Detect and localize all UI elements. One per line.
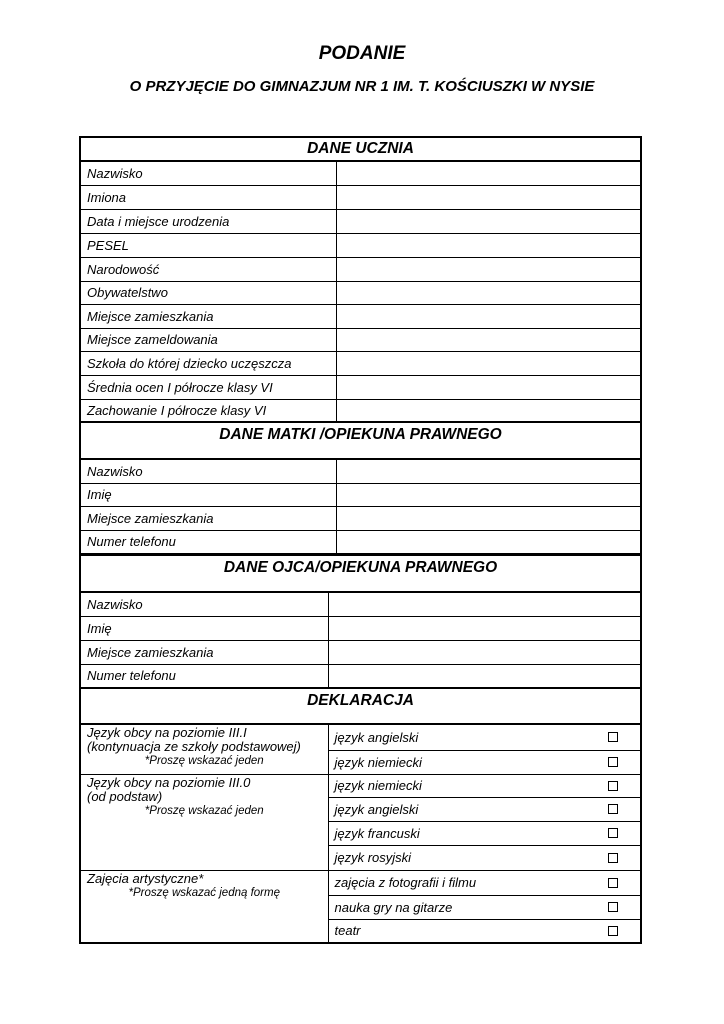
section-heading-student: DANE UCZNIA (80, 137, 641, 161)
group-note: *Proszę wskazać jeden (144, 804, 264, 817)
field-input-citizenship[interactable] (336, 281, 641, 304)
form-title: PODANIE (318, 43, 406, 64)
field-label: Średnia ocen I półrocze klasy VI (80, 375, 336, 399)
field-input-mother-phone[interactable] (336, 530, 641, 553)
field-input-grade-average[interactable] (336, 375, 641, 399)
field-label: Miejsce zamieszkania (80, 304, 336, 328)
group-label: (kontynuacja ze szkoły podstawowej) (87, 739, 301, 754)
field-label: Imiona (80, 185, 336, 209)
option-row[interactable] (328, 845, 641, 870)
field-input-residence[interactable] (336, 304, 641, 328)
option-label: język angielski (334, 801, 419, 817)
field-input-first-names[interactable] (336, 185, 641, 209)
section-heading-declaration: DEKLARACJA (80, 688, 641, 724)
field-label: Narodowość (80, 257, 336, 281)
group-note: *Proszę wskazać jedną formę (128, 886, 280, 899)
field-input-registration[interactable] (336, 328, 641, 351)
field-input-mother-surname[interactable] (336, 459, 641, 483)
field-label: Zachowanie I półrocze klasy VI (80, 399, 336, 422)
field-label: Numer telefonu (80, 664, 328, 688)
field-input-mother-name[interactable] (336, 483, 641, 506)
option-label: nauka gry na gitarze (334, 899, 453, 915)
option-label: język rosyjski (334, 850, 412, 865)
checkbox-icon[interactable] (608, 732, 618, 742)
field-input-father-residence[interactable] (328, 640, 641, 664)
checkbox-icon[interactable] (608, 853, 618, 863)
field-label: Numer telefonu (80, 530, 336, 553)
field-input-birth[interactable] (336, 209, 641, 233)
option-row[interactable] (328, 895, 641, 919)
application-form (79, 136, 642, 554)
option-row[interactable] (328, 821, 641, 845)
field-input-father-name[interactable] (328, 616, 641, 640)
option-label: język niemiecki (334, 778, 422, 793)
field-input-pesel[interactable] (336, 233, 641, 257)
field-label: Miejsce zamieszkania (80, 506, 336, 530)
checkbox-icon[interactable] (608, 757, 618, 767)
field-label: Nazwisko (80, 592, 328, 616)
group-label: (od podstaw) (87, 788, 163, 804)
checkbox-icon[interactable] (608, 878, 618, 888)
declaration-group-art-activities (80, 870, 328, 943)
option-row[interactable] (328, 750, 641, 774)
group-label: Język obcy na poziomie III.0 (87, 774, 251, 790)
checkbox-icon[interactable] (608, 781, 618, 791)
form-subtitle: O PRZYJĘCIE DO GIMNAZJUM NR 1 IM. T. KOŚCIUSZKI W NYSIE (129, 78, 595, 95)
field-input-behaviour[interactable] (336, 399, 641, 422)
field-input-school[interactable] (336, 351, 641, 375)
option-label: zajęcia z fotografii i filmu (334, 875, 477, 890)
section-heading-mother: DANE MATKI /OPIEKUNA PRAWNEGO (80, 422, 641, 459)
checkbox-icon[interactable] (608, 804, 618, 814)
option-row[interactable] (328, 797, 641, 821)
field-input-father-surname[interactable] (328, 592, 641, 616)
group-label: Język obcy na poziomie III.I (87, 725, 247, 740)
option-label: teatr (334, 923, 361, 939)
field-label: Nazwisko (80, 161, 336, 185)
option-row[interactable] (328, 919, 641, 943)
field-label: Obywatelstwo (80, 281, 336, 304)
application-form-part2 (79, 554, 642, 944)
option-row[interactable] (328, 774, 641, 797)
field-input-nationality[interactable] (336, 257, 641, 281)
field-input-mother-residence[interactable] (336, 506, 641, 530)
checkbox-icon[interactable] (608, 828, 618, 838)
field-label: Data i miejsce urodzenia (80, 209, 336, 233)
checkbox-icon[interactable] (608, 926, 618, 936)
field-label: Imię (80, 616, 328, 640)
group-note: *Proszę wskazać jeden (144, 755, 264, 767)
field-label: Miejsce zameldowania (80, 328, 336, 351)
declaration-group-language-beginner (80, 774, 328, 870)
checkbox-icon[interactable] (608, 902, 618, 912)
declaration-group-language-continuation (80, 724, 328, 774)
option-label: język angielski (334, 729, 419, 745)
field-label: Imię (80, 483, 336, 506)
group-label: Zajęcia artystyczne* (87, 870, 204, 886)
field-input-surname[interactable] (336, 161, 641, 185)
field-label: Szkoła do której dziecko uczęszcza (80, 351, 336, 375)
option-label: język francuski (334, 825, 420, 841)
option-row[interactable] (328, 724, 641, 750)
field-label: PESEL (80, 233, 336, 257)
section-heading-father: DANE OJCA/OPIEKUNA PRAWNEGO (80, 555, 641, 592)
field-label: Nazwisko (80, 459, 336, 483)
option-row[interactable] (328, 870, 641, 895)
field-label: Miejsce zamieszkania (80, 640, 328, 664)
field-input-father-phone[interactable] (328, 664, 641, 688)
option-label: język niemiecki (334, 754, 422, 770)
